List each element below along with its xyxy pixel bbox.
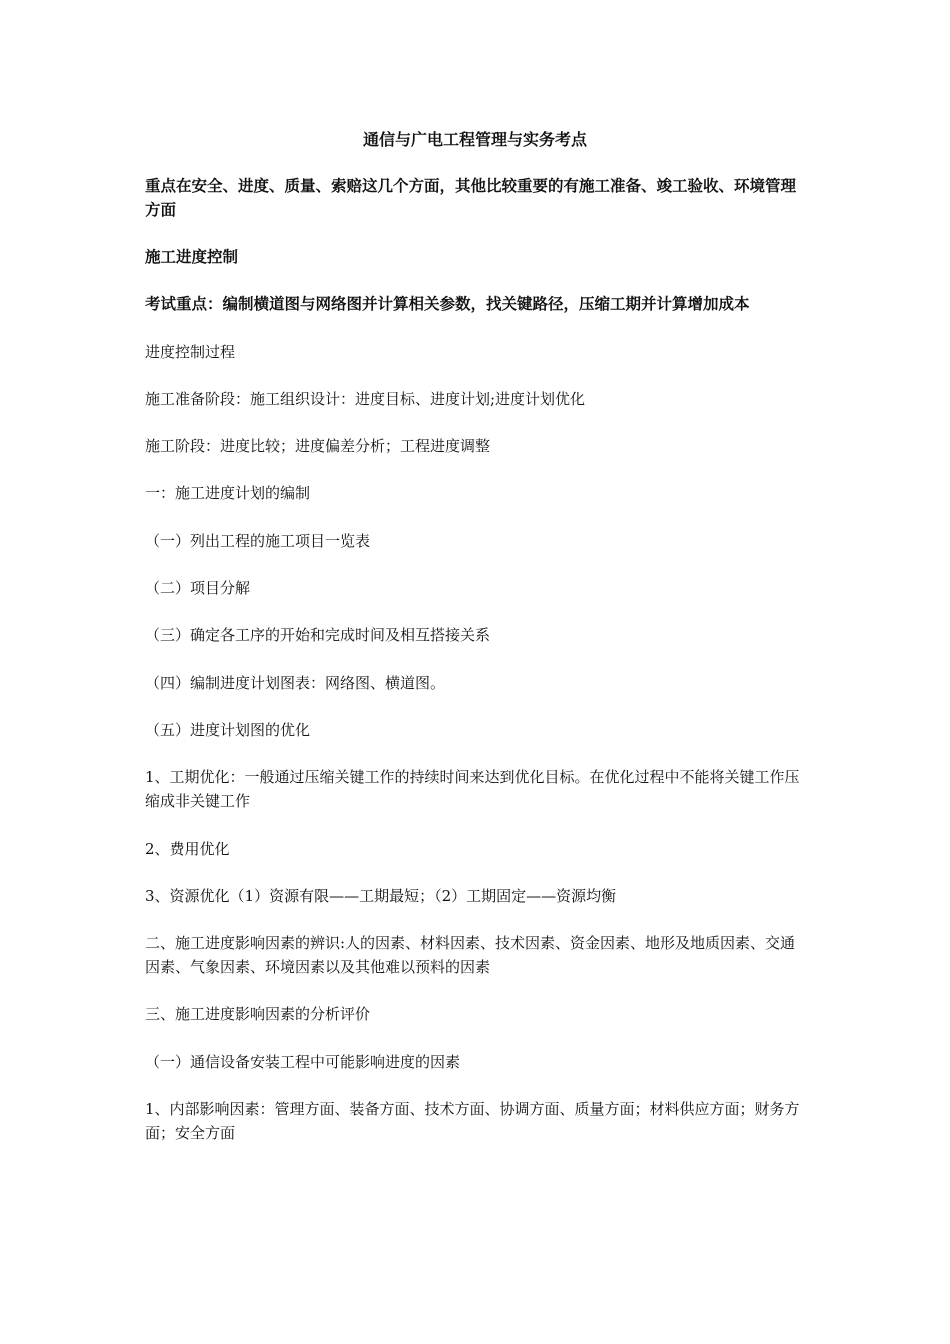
paragraph: 1、内部影响因素：管理方面、装备方面、技术方面、协调方面、质量方面；材料供应方面；财务方面；安全方面: [145, 1100, 800, 1142]
paragraph: 二、施工进度影响因素的辨识:人的因素、材料因素、技术因素、资金因素、地形及地质因素、交通因素、气象因素、环境因素以及其他难以预料的因素: [145, 934, 796, 976]
exam-focus-paragraph: 考试重点：编制横道图与网络图并计算相关参数，找关键路径，压缩工期并计算增加成本: [145, 294, 750, 313]
paragraph: 施工准备阶段：施工组织设计：进度目标、进度计划;进度计划优化: [145, 390, 586, 408]
summary-paragraph: 重点在安全、进度、质量、索赔这几个方面，其他比较重要的有施工准备、竣工验收、环境管理方面: [145, 176, 797, 219]
paragraph: （三）确定各工序的开始和完成时间及相互搭接关系: [145, 626, 491, 644]
paragraph: 施工阶段：进度比较；进度偏差分析；工程进度调整: [145, 437, 491, 455]
document-title: 通信与广电工程管理与实务考点: [362, 130, 587, 149]
paragraph: 三、施工进度影响因素的分析评价: [145, 1005, 371, 1023]
paragraph: 一：施工进度计划的编制: [145, 484, 311, 502]
paragraph: 进度控制过程: [145, 343, 236, 361]
paragraph: （四）编制进度计划图表：网络图、横道图。: [145, 674, 446, 692]
paragraph: 3、资源优化（1）资源有限——工期最短；（2）工期固定——资源均衡: [145, 887, 617, 905]
paragraph: （一）通信设备安装工程中可能影响进度的因素: [145, 1053, 461, 1071]
section-heading: 施工进度控制: [145, 247, 239, 266]
paragraph: （一）列出工程的施工项目一览表: [145, 532, 371, 550]
paragraph: 1、工期优化：一般通过压缩关键工作的持续时间来达到优化目标。在优化过程中不能将关键工作压缩成非关键工作: [145, 768, 800, 810]
paragraph: 2、费用优化: [145, 840, 230, 858]
paragraph: （二）项目分解: [145, 579, 251, 597]
paragraph: （五）进度计划图的优化: [145, 721, 311, 739]
